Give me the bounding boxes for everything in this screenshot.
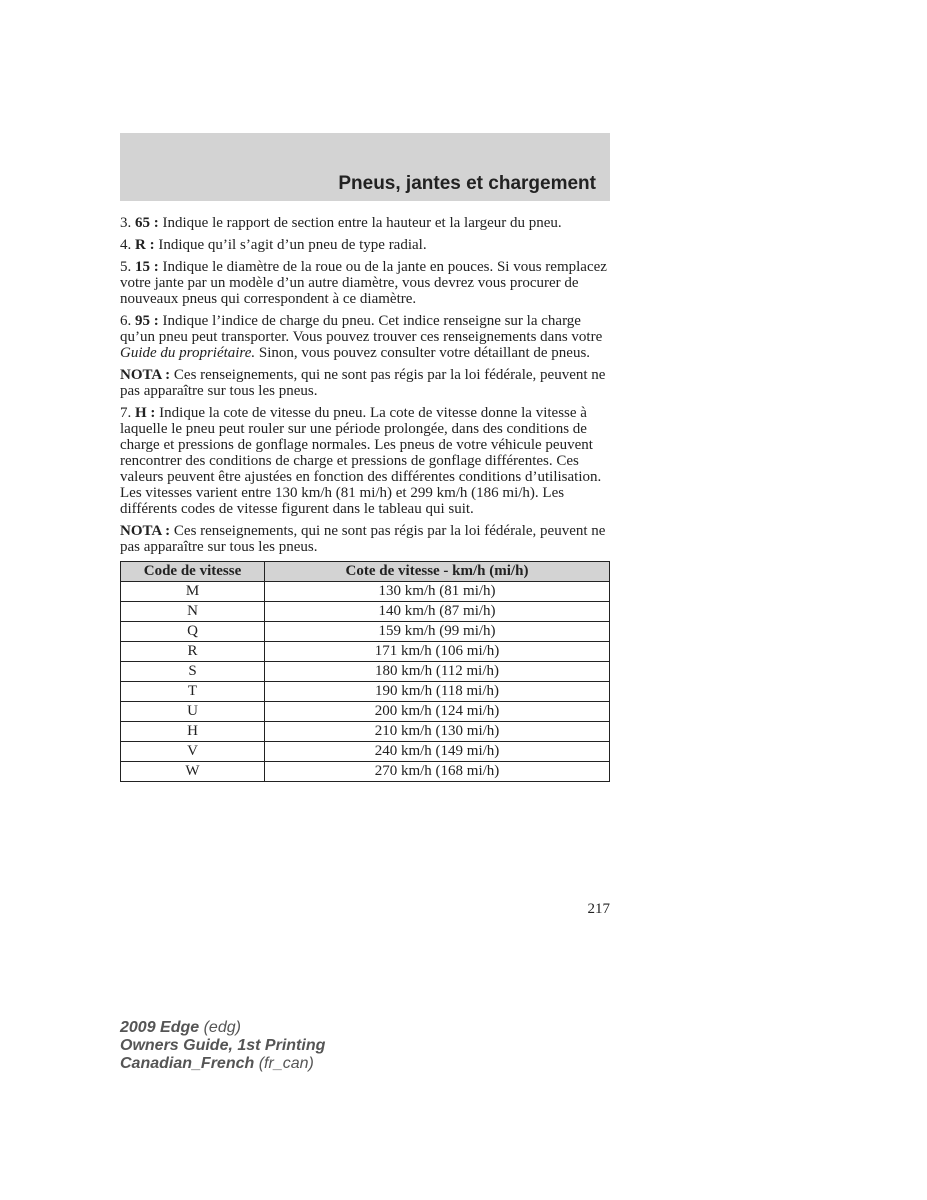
section-title: Pneus, jantes et chargement: [338, 173, 596, 194]
speed-code: Q: [121, 622, 265, 642]
footer-line-1: [120, 1019, 325, 1037]
speed-value: 270 km/h (168 mi/h): [265, 762, 610, 782]
speed-code: S: [121, 662, 265, 682]
table-row: [121, 622, 610, 642]
speed-code: U: [121, 702, 265, 722]
item-number: 7.: [120, 405, 132, 421]
footer-model: 2009 Edge: [120, 1019, 200, 1036]
item-key: H :: [135, 405, 156, 421]
speed-code: M: [121, 582, 265, 602]
main-content: [120, 215, 610, 782]
note-label: NOTA :: [120, 367, 171, 383]
speed-value: 200 km/h (124 mi/h): [265, 702, 610, 722]
table-row: [121, 642, 610, 662]
guide-title: Guide du propriétaire.: [120, 345, 256, 361]
speed-value: 180 km/h (112 mi/h): [265, 662, 610, 682]
note-text: Ces renseignements, qui ne sont pas régis par la loi fédérale, peuvent ne pas apparaître sur tous les pneus.: [120, 367, 606, 399]
speed-code: W: [121, 762, 265, 782]
item-6: [120, 313, 610, 361]
item-3: [120, 215, 610, 231]
table-header-row: [121, 562, 610, 582]
speed-code: N: [121, 602, 265, 622]
item-text: Indique qu’il s’agit d’un pneu de type radial.: [154, 237, 427, 253]
table-row: [121, 682, 610, 702]
speed-value: 140 km/h (87 mi/h): [265, 602, 610, 622]
speed-value: 190 km/h (118 mi/h): [265, 682, 610, 702]
speed-value: 159 km/h (99 mi/h): [265, 622, 610, 642]
speed-code: H: [121, 722, 265, 742]
item-text: Indique le rapport de section entre la hauteur et la largeur du pneu.: [158, 215, 562, 231]
table-row: [121, 722, 610, 742]
note-label: NOTA :: [120, 523, 171, 539]
item-4: [120, 237, 610, 253]
item-number: 3.: [120, 215, 132, 231]
page-number: 217: [587, 901, 610, 917]
footer-language: Canadian_French: [120, 1055, 255, 1072]
table-row: [121, 582, 610, 602]
note-text: Ces renseignements, qui ne sont pas régis par la loi fédérale, peuvent ne pas apparaître sur tous les pneus.: [120, 523, 606, 555]
item-5: [120, 259, 610, 307]
item-number: 4.: [120, 237, 132, 253]
footer-guide: Owners Guide, 1st Printing: [120, 1037, 326, 1054]
table-row: [121, 742, 610, 762]
speed-value: 240 km/h (149 mi/h): [265, 742, 610, 762]
footer-line-3: [120, 1055, 325, 1073]
table-row: [121, 602, 610, 622]
section-header: [120, 133, 610, 201]
footer-code: (edg): [199, 1019, 241, 1036]
item-text: Indique l’indice de charge du pneu. Cet indice renseigne sur la charge qu’un pneu peut transporter. Vous pouvez trouver ces renseignements dans votre: [120, 313, 603, 345]
footer-lang-code: (fr_can): [254, 1055, 314, 1072]
item-text: Indique le diamètre de la roue ou de la jante en pouces. Si vous remplacez votre jante par un modèle d’un autre diamètre, vous devrez vous procurer de nouveaux pneus qui correspondent à ce diamètre.: [120, 259, 607, 307]
column-header-rating: Cote de vitesse - km/h (mi/h): [265, 562, 610, 582]
speed-code: R: [121, 642, 265, 662]
speed-rating-table: [120, 561, 610, 782]
table-row: [121, 662, 610, 682]
note-1: [120, 367, 610, 399]
speed-value: 171 km/h (106 mi/h): [265, 642, 610, 662]
speed-value: 130 km/h (81 mi/h): [265, 582, 610, 602]
table-row: [121, 702, 610, 722]
footer-line-2: [120, 1037, 325, 1055]
item-key: 65 :: [135, 215, 159, 231]
item-text: Indique la cote de vitesse du pneu. La cote de vitesse donne la vitesse à laquelle le pneu peut rouler sur une période prolongée, dans des conditions de charge et pressions de gonflage normales. Les pneus de votre véhicule peuvent rencontrer des conditions de charge et pressions de gonflage différentes. Ces valeurs peuvent être ajustées en fonction des différentes conditions d’utilisation. Les vitesses varient entre 130 km/h (81 mi/h) et 299 km/h (186 mi/h). Les différents codes de vitesse figurent dans le tableau qui suit.: [120, 405, 602, 517]
item-text: Sinon, vous pouvez consulter votre détaillant de pneus.: [255, 345, 591, 361]
speed-code: T: [121, 682, 265, 702]
table-row: [121, 762, 610, 782]
column-header-code: Code de vitesse: [121, 562, 265, 582]
item-7: [120, 405, 610, 517]
speed-value: 210 km/h (130 mi/h): [265, 722, 610, 742]
item-key: R :: [135, 237, 155, 253]
note-2: [120, 523, 610, 555]
item-number: 6.: [120, 313, 132, 329]
item-key: 15 :: [135, 259, 159, 275]
document-footer: [120, 1019, 325, 1073]
item-number: 5.: [120, 259, 132, 275]
speed-code: V: [121, 742, 265, 762]
item-key: 95 :: [135, 313, 159, 329]
